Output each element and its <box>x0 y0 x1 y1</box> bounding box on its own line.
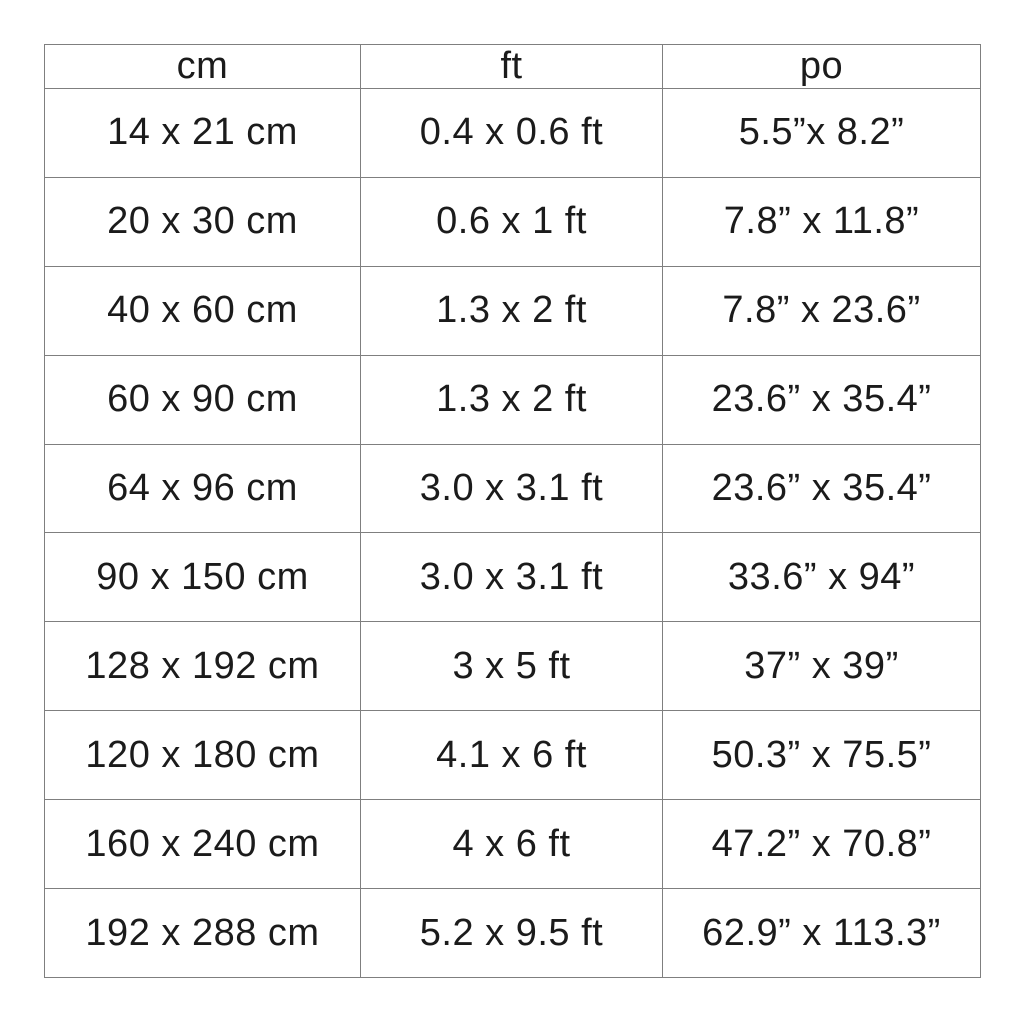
cell-cm: 64 x 96 cm <box>45 444 361 533</box>
header-row <box>45 45 981 89</box>
cell-ft: 1.3 x 2 ft <box>361 266 663 355</box>
cell-ft: 1.3 x 2 ft <box>361 355 663 444</box>
cell-po: 50.3” x 75.5” <box>663 711 981 800</box>
table-row <box>45 533 981 622</box>
cell-po: 23.6” x 35.4” <box>663 444 981 533</box>
cell-cm: 40 x 60 cm <box>45 266 361 355</box>
cell-po: 62.9” x 113.3” <box>663 889 981 978</box>
column-header-cm: cm <box>45 45 361 89</box>
cell-cm: 120 x 180 cm <box>45 711 361 800</box>
cell-cm: 20 x 30 cm <box>45 177 361 266</box>
table-row <box>45 711 981 800</box>
cell-po: 33.6” x 94” <box>663 533 981 622</box>
column-header-ft: ft <box>361 45 663 89</box>
column-header-po: po <box>663 45 981 89</box>
cell-ft: 5.2 x 9.5 ft <box>361 889 663 978</box>
table-row <box>45 266 981 355</box>
table-row <box>45 622 981 711</box>
cell-cm: 160 x 240 cm <box>45 800 361 889</box>
table-row <box>45 444 981 533</box>
cell-cm: 128 x 192 cm <box>45 622 361 711</box>
cell-po: 23.6” x 35.4” <box>663 355 981 444</box>
cell-ft: 3.0 x 3.1 ft <box>361 444 663 533</box>
cell-ft: 3 x 5 ft <box>361 622 663 711</box>
cell-po: 7.8” x 11.8” <box>663 177 981 266</box>
cell-cm: 90 x 150 cm <box>45 533 361 622</box>
size-conversion-table-container <box>44 44 980 978</box>
cell-po: 37” x 39” <box>663 622 981 711</box>
table-body <box>45 89 981 978</box>
table-row <box>45 177 981 266</box>
table-row <box>45 800 981 889</box>
cell-cm: 192 x 288 cm <box>45 889 361 978</box>
cell-po: 47.2” x 70.8” <box>663 800 981 889</box>
cell-po: 5.5”x 8.2” <box>663 89 981 178</box>
cell-ft: 0.4 x 0.6 ft <box>361 89 663 178</box>
table-row <box>45 355 981 444</box>
table-row <box>45 89 981 178</box>
cell-ft: 4.1 x 6 ft <box>361 711 663 800</box>
cell-ft: 3.0 x 3.1 ft <box>361 533 663 622</box>
cell-ft: 0.6 x 1 ft <box>361 177 663 266</box>
size-conversion-table <box>44 44 981 978</box>
table-row <box>45 889 981 978</box>
cell-ft: 4 x 6 ft <box>361 800 663 889</box>
cell-cm: 14 x 21 cm <box>45 89 361 178</box>
cell-po: 7.8” x 23.6” <box>663 266 981 355</box>
cell-cm: 60 x 90 cm <box>45 355 361 444</box>
